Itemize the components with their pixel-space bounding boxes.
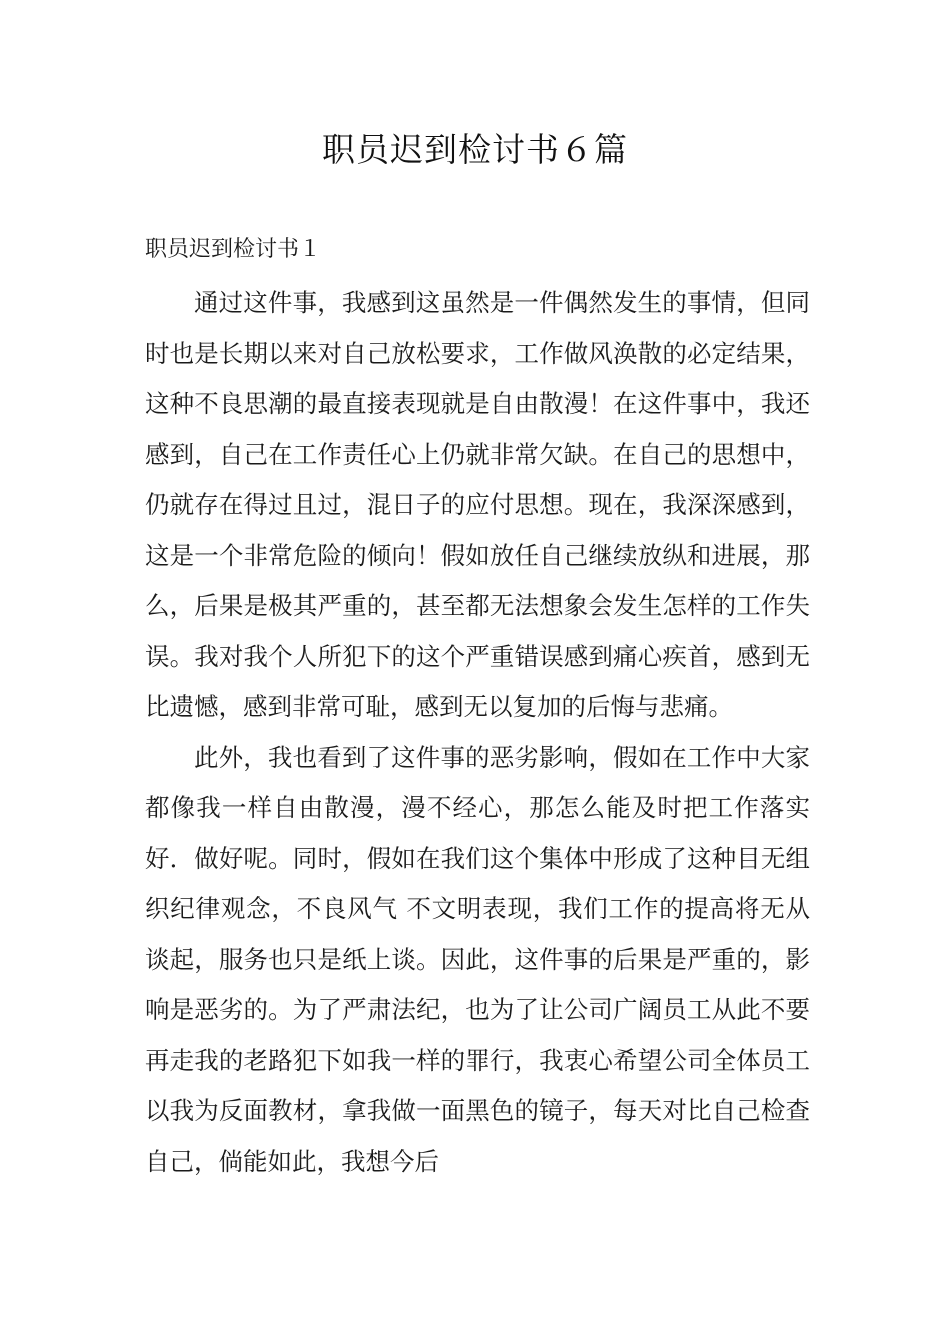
body-paragraph: 此外，我也看到了这件事的恶劣影响，假如在工作中大家都像我一样自由散漫，漫不经心，那怎么能及时把工作落实好．做好呢。同时，假如在我们这个集体中形成了这种目无组织纪律观念，不良风气 不文明表现，我们工作的提高将无从谈起，服务也只是纸上谈。因此，这件事的后果是严重的，影响是恶劣的。为了严肃法纪，也为了让公司广阔员工从此不要再走我的老路犯下如我一样的罪行，我衷心希望公司全体员工以我为反面教材，拿我做一面黑色的镜子，每天对比自己检查自己，倘能如此，我想今后 bbox=[145, 742, 810, 1176]
document-title: 职员迟到检讨书６篇 bbox=[322, 130, 628, 169]
document-body bbox=[145, 278, 810, 1187]
body-paragraph: 通过这件事，我感到这虽然是一件偶然发生的事情，但同时也是长期以来对自己放松要求，工作做风涣散的必定结果，这种不良思潮的最直接表现就是自由散漫！在这件事中，我还感到，自己在工作责任心上仍就非常欠缺。在自己的思想中，仍就存在得过且过，混日子的应付思想。现在，我深深感到，这是一个非常危险的倾向！假如放任自己继续放纵和进展，那么，后果是极其严重的，甚至都无法想象会发生怎样的工作失误。我对我个人所犯下的这个严重错误感到痛心疾首，感到无比遗憾，感到非常可耻，感到无以复加的后悔与悲痛。 bbox=[145, 288, 810, 721]
section-heading: 职员迟到检讨书１ bbox=[145, 237, 322, 262]
